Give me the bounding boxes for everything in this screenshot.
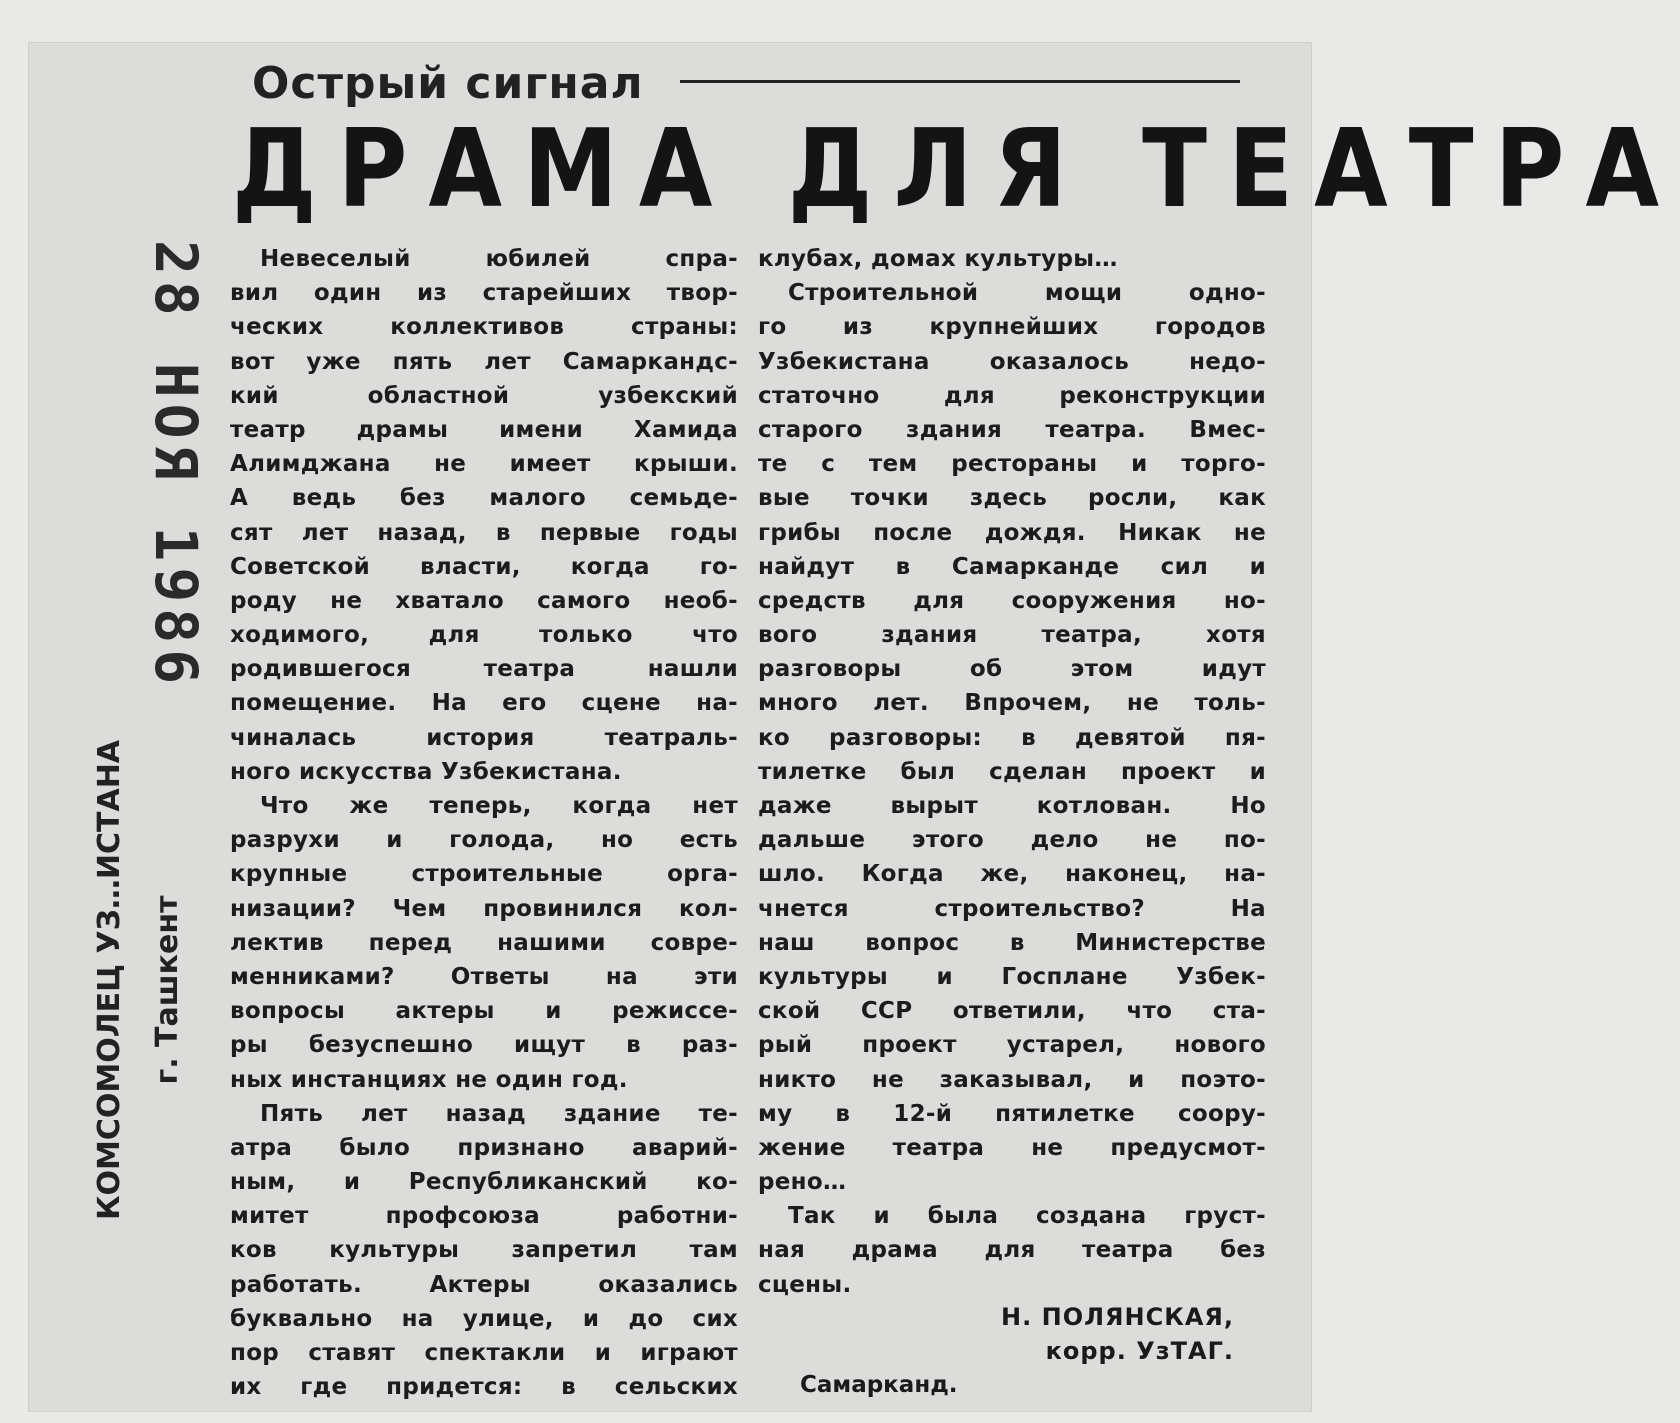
article-line: лектив перед нашими совре-: [230, 929, 738, 956]
article-line: дальше этого дело не по-: [758, 827, 1266, 854]
article-line: митет профсоюза работни-: [230, 1203, 738, 1230]
article-line: никто не заказывал, и поэто-: [758, 1066, 1266, 1093]
article-line: ных инстанциях не один год.: [230, 1066, 628, 1093]
article-line: низации? Чем провинился кол-: [230, 895, 738, 922]
article-line: много лет. Впрочем, не толь-: [758, 690, 1266, 717]
article-line: ков культуры запретил там: [230, 1237, 738, 1264]
headline: ДРАМА ДЛЯ ТЕАТРА: [232, 107, 1680, 232]
article-line: вопросы актеры и режиссе-: [230, 998, 738, 1025]
article-line: ской ССР ответили, что ста-: [758, 998, 1266, 1025]
article-line: Строительной мощи одно-: [788, 280, 1266, 307]
article-line: го из крупнейших городов: [758, 314, 1266, 341]
article-line: театр драмы имени Хамида: [230, 416, 738, 443]
newspaper-stamp-text: КОМСОМОЛЕЦ УЗ…ИСТАНА: [92, 739, 127, 1220]
article-line: роду не хватало самого необ-: [230, 587, 738, 614]
article-line: средств для сооружения но-: [758, 587, 1266, 614]
article-line: тилетке был сделан проект и: [758, 758, 1266, 785]
article-line: вот уже пять лет Самаркандс-: [230, 348, 738, 375]
article-line: чиналась история театраль-: [230, 724, 738, 751]
article-line: Узбекистана оказалось недо-: [758, 348, 1266, 375]
article-line: сят лет назад, в первые годы: [230, 519, 738, 546]
dateline-place: Самарканд.: [800, 1372, 958, 1398]
article-line: Невеселый юбилей спра-: [260, 246, 738, 272]
article-line: буквально на улице, и до сих: [230, 1305, 738, 1332]
article-line: старого здания театра. Вмес-: [758, 416, 1266, 443]
article-line: их где придется: в сельских: [230, 1374, 738, 1401]
article-column-2: [758, 242, 1266, 1302]
article-line: вил один из старейших твор-: [230, 280, 738, 307]
article-line: ная драма для театра без: [758, 1237, 1266, 1264]
rubric-rule: [680, 80, 1240, 83]
article-line: ходимого, для только что: [230, 622, 738, 649]
article-column-1: [230, 242, 738, 1404]
city-stamp-text: г. Ташкент: [150, 895, 185, 1085]
city-stamp: [150, 880, 200, 1100]
article-line: му в 12-й пятилетке соору-: [758, 1100, 1266, 1127]
article-line: клубах, домах культуры…: [758, 246, 1118, 272]
article-line: Советской власти, когда го-: [230, 553, 738, 580]
article-line: те с тем рестораны и торго-: [758, 451, 1266, 478]
article-line: вого здания театра, хотя: [758, 622, 1266, 649]
article-line: Алимджана не имеет крыши.: [230, 451, 738, 478]
article-line: менниками? Ответы на эти: [230, 963, 738, 990]
date-stamp-text: 28 НОЯ 1986: [142, 240, 210, 691]
date-stamp: [120, 240, 210, 691]
newspaper-stamp: [92, 739, 152, 1220]
article-line: шло. Когда же, наконец, на-: [758, 861, 1266, 888]
author-role: корр. УзТАГ.: [1045, 1337, 1234, 1365]
article-line: рено…: [758, 1169, 847, 1196]
article-line: вые точки здесь росли, как: [758, 485, 1266, 512]
article-line: статочно для реконструкции: [758, 382, 1266, 409]
article-line: А ведь без малого семьде-: [230, 485, 738, 512]
article-line: Что же теперь, когда нет: [260, 793, 738, 819]
author-name: Н. ПОЛЯНСКАЯ,: [1001, 1303, 1234, 1331]
article-line: работать. Актеры оказались: [230, 1271, 738, 1298]
article-line: помещение. На его сцене на-: [230, 690, 738, 717]
article-line: ного искусства Узбекистана.: [230, 758, 622, 785]
article-line: наш вопрос в Министерстве: [758, 929, 1266, 956]
rubric-label: Острый сигнал: [252, 58, 644, 109]
article-line: ческих коллективов страны:: [230, 314, 738, 341]
article-line: кий областной узбекский: [230, 382, 738, 409]
article-line: крупные строительные орга-: [230, 861, 738, 888]
article-line: разговоры об этом идут: [758, 656, 1266, 683]
article-line: культуры и Госплане Узбек-: [758, 963, 1266, 990]
article-line: ным, и Республиканский ко-: [230, 1169, 738, 1196]
article-line: найдут в Самарканде сил и: [758, 553, 1266, 580]
article-line: пор ставят спектакли и играют: [230, 1340, 738, 1366]
article-line: атра было признано аварий-: [230, 1134, 738, 1161]
article-line: родившегося театра нашли: [230, 656, 738, 683]
article-line: ко разговоры: в девятой пя-: [758, 724, 1266, 751]
article-line: ры безуспешно ищут в раз-: [230, 1032, 738, 1059]
article-line: чнется строительство? На: [758, 895, 1266, 922]
article-line: жение театра не предусмот-: [758, 1134, 1266, 1161]
article-line: грибы после дождя. Никак не: [758, 519, 1266, 546]
article-line: разрухи и голода, но есть: [230, 827, 738, 854]
article-line: рый проект устарел, нового: [758, 1032, 1266, 1059]
article-line: сцены.: [758, 1271, 852, 1298]
article-line: Так и была создана груст-: [788, 1203, 1266, 1230]
article-line: Пять лет назад здание те-: [260, 1100, 738, 1127]
article-line: даже вырыт котлован. Но: [758, 793, 1266, 819]
